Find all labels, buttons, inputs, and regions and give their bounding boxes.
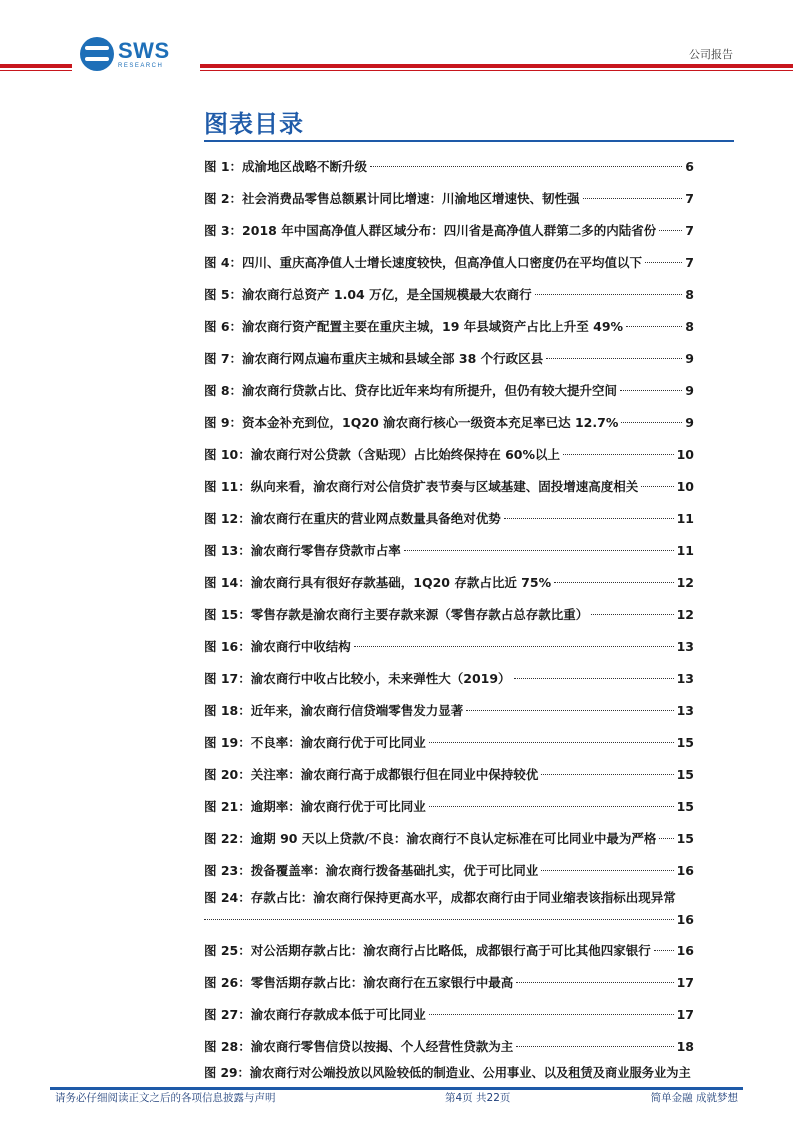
page-title: 图表目录 — [204, 110, 304, 138]
toc-dot-leader — [429, 742, 674, 743]
toc-dot-leader — [354, 646, 674, 647]
toc-entry-page: 18 — [676, 1039, 694, 1054]
toc-entry[interactable] — [204, 279, 694, 311]
toc-entry-page: 15 — [676, 735, 694, 750]
logo-wordmark: SWS — [118, 37, 170, 63]
toc-entry[interactable] — [204, 1031, 694, 1063]
toc-entry[interactable] — [204, 375, 694, 407]
toc-entry-page: 15 — [676, 831, 694, 846]
toc-entry-page: 9 — [685, 351, 694, 366]
toc-dot-leader — [620, 390, 682, 391]
toc-entry[interactable] — [204, 535, 694, 567]
toc-entry-label: 图 11：纵向来看，渝农商行对公信贷扩表节奏与区域基建、固投增速高度相关 — [204, 479, 639, 494]
toc-dot-leader — [466, 710, 673, 711]
toc-entry[interactable] — [204, 471, 694, 503]
toc-entry-label: 图 5：渝农商行总资产 1.04 万亿，是全国规模最大农商行 — [204, 287, 532, 302]
toc-entry-page: 7 — [685, 191, 694, 206]
toc-dot-leader — [641, 486, 673, 487]
toc-entry-label: 图 1：成渝地区战略不断升级 — [204, 159, 368, 174]
toc-entry[interactable] — [204, 599, 694, 631]
toc-entry-label: 图 15：零售存款是渝农商行主要存款来源（零售存款占总存款比重） — [204, 607, 589, 622]
page-header — [0, 0, 793, 80]
toc-dot-leader — [535, 294, 683, 295]
toc-entry-page: 13 — [676, 703, 694, 718]
toc-entry[interactable] — [204, 727, 694, 759]
toc-entry-page: 12 — [676, 607, 694, 622]
toc-dot-leader — [541, 870, 673, 871]
page-footer — [55, 1090, 738, 1108]
toc-entry-label: 图 12：渝农商行在重庆的营业网点数量具备绝对优势 — [204, 511, 501, 526]
toc-entry-label: 图 10：渝农商行对公贷款（含贴现）占比始终保持在 60%以上 — [204, 447, 561, 462]
toc-entry[interactable] — [204, 759, 694, 791]
toc-entry-label: 图 2：社会消费品零售总额累计同比增速：川渝地区增速快、韧性强 — [204, 191, 580, 206]
toc-dot-leader — [621, 422, 682, 423]
toc-entry-label: 图 23：拨备覆盖率：渝农商行拨备基础扎实，优于可比同业 — [204, 863, 539, 878]
toc-entry[interactable] — [204, 855, 694, 887]
toc-entry-page: 17 — [676, 975, 694, 990]
footer-disclaimer: 请务必仔细阅读正文之后的各项信息披露与声明 — [55, 1092, 276, 1104]
toc-entry-page: 7 — [685, 255, 694, 270]
toc-entry[interactable] — [204, 887, 694, 935]
toc-entry-page: 16 — [676, 912, 694, 927]
toc-entry-page: 17 — [676, 1007, 694, 1022]
header-rule-right-thin — [200, 70, 793, 71]
toc-dot-leader — [516, 982, 673, 983]
toc-entry[interactable] — [204, 695, 694, 727]
toc-entry-page: 7 — [685, 223, 694, 238]
toc-dot-leader — [404, 550, 674, 551]
toc-dot-leader — [654, 950, 674, 951]
toc-entry-label: 图 18：近年来，渝农商行信贷端零售发力显著 — [204, 703, 464, 718]
toc-dot-leader — [541, 774, 673, 775]
toc-entry[interactable] — [204, 503, 694, 535]
toc-dot-leader — [583, 198, 683, 199]
toc-dot-leader — [659, 838, 673, 839]
toc-entry[interactable] — [204, 247, 694, 279]
toc-entry-label: 图 3：2018 年中国高净值人群区域分布：四川省是高净值人群第二多的内陆省份 — [204, 223, 657, 238]
toc-entry-page: 9 — [685, 415, 694, 430]
toc-entry-label: 图 21：逾期率：渝农商行优于可比同业 — [204, 799, 426, 814]
header-rule-left — [0, 64, 72, 68]
toc-dot-leader — [504, 518, 674, 519]
toc-dot-leader — [516, 1046, 673, 1047]
toc-entry[interactable] — [204, 663, 694, 695]
toc-entry-page: 13 — [676, 671, 694, 686]
toc-entry-label: 图 8：渝农商行贷款占比、贷存比近年来均有所提升，但仍有较大提升空间 — [204, 383, 618, 398]
toc-dot-leader — [429, 1014, 674, 1015]
toc-entry[interactable] — [204, 1063, 694, 1083]
toc-dot-leader — [546, 358, 682, 359]
toc-dot-leader — [204, 919, 674, 920]
toc-dot-leader — [591, 614, 673, 615]
toc-entry-label: 图 14：渝农商行具有很好存款基础，1Q20 存款占比近 75% — [204, 575, 552, 590]
report-type-label: 公司报告 — [689, 48, 733, 61]
toc-dot-leader — [563, 454, 674, 455]
toc-dot-leader — [645, 262, 682, 263]
toc-entry-label: 图 17：渝农商行中收占比较小，未来弹性大（2019） — [204, 671, 511, 686]
toc-entry-label: 图 13：渝农商行零售存贷款市占率 — [204, 543, 401, 558]
toc-entry[interactable] — [204, 183, 694, 215]
toc-entry-page: 11 — [676, 511, 694, 526]
toc-dot-leader — [554, 582, 674, 583]
toc-entry-page: 8 — [685, 319, 694, 334]
toc-entry-label: 图 24：存款占比：渝农商行保持更高水平，成都农商行由于同业缩表该指标出现异常 — [204, 890, 676, 905]
toc-dot-leader — [429, 806, 674, 807]
sws-logo — [80, 36, 170, 72]
toc-entry[interactable] — [204, 567, 694, 599]
toc-entry-label: 图 22：逾期 90 天以上贷款/不良：渝农商行不良认定标准在可比同业中最为严格 — [204, 831, 657, 846]
toc-entry-label: 图 4：四川、重庆高净值人士增长速度较快，但高净值人口密度仍在平均值以下 — [204, 255, 643, 270]
toc-entry-label: 图 25：对公活期存款占比：渝农商行占比略低，成都银行高于可比其他四家银行 — [204, 943, 651, 958]
toc-entry-page: 16 — [676, 863, 694, 878]
toc-entry-page: 8 — [685, 287, 694, 302]
toc-entry[interactable] — [204, 967, 694, 999]
toc-entry-label: 图 6：渝农商行资产配置主要在重庆主城，19 年县域资产占比上升至 49% — [204, 319, 624, 334]
toc-entry-page: 15 — [676, 767, 694, 782]
toc-entry[interactable] — [204, 151, 694, 183]
footer-slogan: 简单金融 成就梦想 — [650, 1092, 738, 1104]
toc-dot-leader — [626, 326, 682, 327]
header-rule-left-thin — [0, 70, 72, 71]
toc-entry-label: 图 19：不良率：渝农商行优于可比同业 — [204, 735, 426, 750]
toc-entry-page: 6 — [685, 159, 694, 174]
sws-logo-icon — [80, 37, 114, 71]
toc-entry-page: 16 — [676, 943, 694, 958]
toc-entry[interactable] — [204, 791, 694, 823]
toc-entry[interactable] — [204, 823, 694, 855]
toc-entry[interactable] — [204, 439, 694, 471]
toc-dot-leader — [659, 230, 682, 231]
header-rule-right — [200, 64, 793, 68]
toc-entry-page: 11 — [676, 543, 694, 558]
toc-entry-page: 9 — [685, 383, 694, 398]
toc-entry[interactable] — [204, 999, 694, 1031]
toc-entry-label: 图 29：渝农商行对公端投放以风险较低的制造业、公用事业、以及租赁及商业服务业为主 — [204, 1066, 691, 1080]
toc-entry[interactable] — [204, 935, 694, 967]
footer-page-number: 第4页 共22页 — [445, 1092, 511, 1104]
toc-entry-label: 图 28：渝农商行零售信贷以按揭、个人经营性贷款为主 — [204, 1039, 514, 1054]
toc-entry[interactable] — [204, 631, 694, 663]
toc-entry-page: 12 — [676, 575, 694, 590]
toc-entry-label: 图 26：零售活期存款占比：渝农商行在五家银行中最高 — [204, 975, 514, 990]
toc-dot-leader — [514, 678, 674, 679]
toc-entry-label: 图 16：渝农商行中收结构 — [204, 639, 351, 654]
toc-entry-page: 10 — [676, 479, 694, 494]
logo-subtext: RESEARCH — [118, 62, 164, 69]
toc-entry-label: 图 20：关注率：渝农商行高于成都银行但在同业中保持较优 — [204, 767, 539, 782]
title-underline — [204, 140, 734, 142]
toc-entry-label: 图 9：资本金补充到位，1Q20 渝农商行核心一级资本充足率已达 12.7% — [204, 415, 619, 430]
figure-table-of-contents — [204, 151, 694, 1083]
toc-entry-label: 图 27：渝农商行存款成本低于可比同业 — [204, 1007, 426, 1022]
toc-entry[interactable] — [204, 343, 694, 375]
toc-entry-page: 15 — [676, 799, 694, 814]
toc-entry[interactable] — [204, 215, 694, 247]
toc-dot-leader — [370, 166, 682, 167]
toc-entry-label: 图 7：渝农商行网点遍布重庆主城和县域全部 38 个行政区县 — [204, 351, 544, 366]
toc-entry[interactable] — [204, 311, 694, 343]
toc-entry-page: 10 — [676, 447, 694, 462]
toc-entry[interactable] — [204, 407, 694, 439]
toc-entry-page: 13 — [676, 639, 694, 654]
